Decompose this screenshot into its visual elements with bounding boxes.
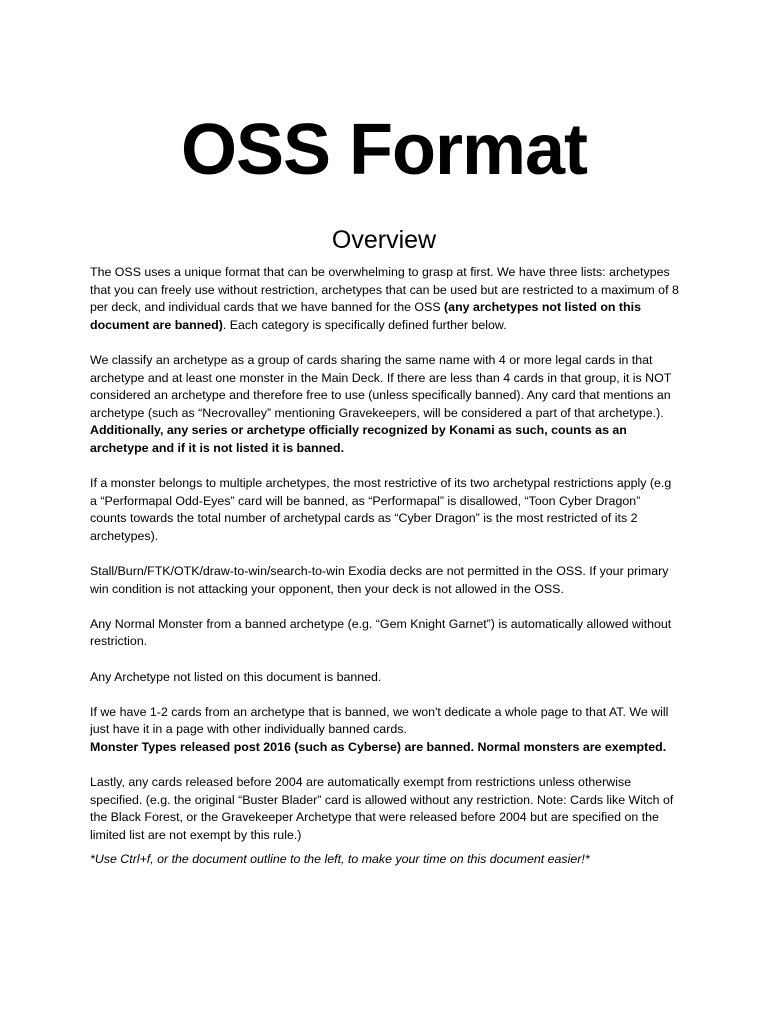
paragraph-text: . Each category is specifically defined further below. <box>222 317 507 332</box>
bold-text: Monster Types released post 2016 (such as Cyberse) are banned. Normal monsters are exempted. <box>90 740 667 755</box>
bold-text: Additionally, any series or archetype officially recognized by Konami as such, counts as an archetype and if it is not listed it is banned. <box>90 423 627 455</box>
section-heading-overview: Overview <box>331 226 437 254</box>
document-body <box>90 264 680 886</box>
paragraph-archetype-definition <box>90 352 680 458</box>
paragraph-tip <box>90 851 680 869</box>
bold-text: (any archetypes not listed on this document are banned) <box>90 300 641 332</box>
paragraph-normal-monster: Any Normal Monster from a banned archetype (e.g. “Gem Knight Garnet”) is automatically allowed without restriction. <box>90 616 672 649</box>
paragraph-deck-types: Stall/Burn/FTK/OTK/draw-to-win/search-to-win Exodia decks are not permitted in the OSS. If your primary win condition is not attacking your opponent, then your deck is not allowed in the OSS. <box>90 564 669 596</box>
paragraph-exemptions: Lastly, any cards released before 2004 are automatically exempt from restrictions unless otherwise specified. (e.g. the original “Buster Blader” card is allowed without any restriction. Note: Cards like Witch of the Black Forest, or the Gravekeeper Archetype that were released before 2004 but are specified on the limited list are not exempt by this rule.) <box>90 775 674 842</box>
paragraph-text: We classify an archetype as a group of cards sharing the same name with 4 or more legal cards in that archetype and at least one monster in the Main Deck. If there are less than 4 cards in that group, it is NOT considered an archetype and therefore free to use (unless specifically banned). Any card that mentions an archetype (such as “Necrovalley” mentioning Gravekeepers, will be considered a part of that archetype.). <box>90 352 672 420</box>
paragraph-text: The OSS uses a unique format that can be overwhelming to grasp at first. We have three lists: archetypes that you can freely use without restriction, archetypes that can be used but are restricted to a maximum of 8 per deck, and individual cards that we have banned for the OSS <box>90 265 679 315</box>
paragraph-small-archetypes: If we have 1-2 cards from an archetype that is banned, we won't dedicate a whole page to that AT. We will just have it in a page with other individually banned cards. <box>90 704 669 737</box>
document-title: OSS Format <box>180 110 588 190</box>
paragraph-lists <box>90 264 680 334</box>
paragraph-monster-types <box>90 739 680 757</box>
italic-text: *Use Ctrl+f, or the document outline to the left, to make your time on this document easier!* <box>90 851 590 866</box>
paragraph-multiple-archetypes: If a monster belongs to multiple archetypes, the most restrictive of its two archetypal restrictions apply (e.g a “Performapal Odd-Eyes” card will be banned, as “Performapal” is disallowed, “Toon Cyber Dragon” counts towards the total number of archetypal cards as “Cyber Dragon” is the most restricted of its 2 archetypes). <box>90 476 672 543</box>
paragraph-not-listed: Any Archetype not listed on this document is banned. <box>90 669 382 684</box>
